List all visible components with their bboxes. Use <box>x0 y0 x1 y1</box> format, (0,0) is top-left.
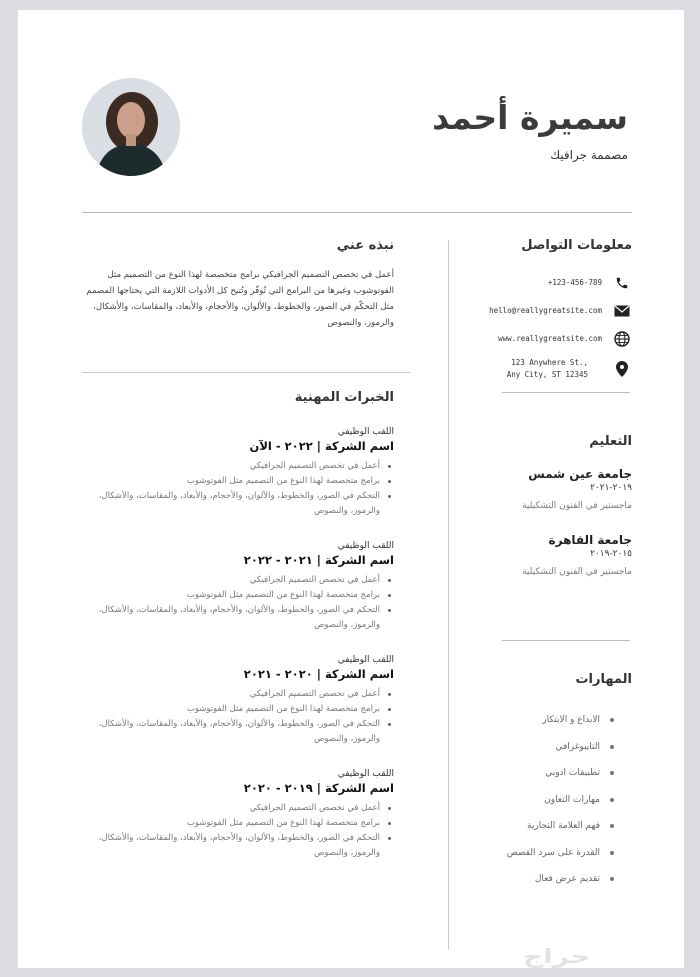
skill-label: فهم العلامة التجارية <box>527 821 600 832</box>
job-bullet: التحكم في الصور، والخطوط، والألوان، والأحجام، والأبعاد، والمقاسات، والأشكال، والرموز، والنصوص <box>76 717 380 747</box>
job-bullet: برامج متخصصة لهذا النوع من التصميم مثل الفوتوشوب <box>76 588 380 603</box>
bullet-dot <box>610 771 614 775</box>
person-role: مصممة جرافيك <box>550 148 628 162</box>
job-title: اللقب الوظيفي <box>337 655 394 665</box>
education-section <box>454 434 632 577</box>
experience-item <box>76 541 394 633</box>
sidebar-divider-2 <box>502 640 630 641</box>
education-years: ٢٠١٩-٢٠٢١ <box>590 483 632 493</box>
skill-label: مهارات التعاون <box>544 794 600 805</box>
skill-item <box>454 813 632 840</box>
skill-label: التايبوغرافي <box>555 741 600 752</box>
phone-icon <box>612 273 632 293</box>
skills-section <box>454 672 632 893</box>
job-bullet: برامج متخصصة لهذا النوع من التصميم مثل الفوتوشوب <box>76 816 380 831</box>
address-text <box>454 357 602 381</box>
skill-item <box>454 787 632 814</box>
globe-icon <box>612 329 632 349</box>
skill-label: تقديم عرض فعال <box>534 874 600 885</box>
skill-label: تطبيقات ادوبي <box>545 768 600 779</box>
avatar <box>82 78 180 176</box>
address-line-2: Any City, ST 12345 <box>506 370 588 379</box>
job-bullet: أعمل في تخصص التصميم الجرافيكي <box>76 801 380 816</box>
location-pin-icon <box>612 359 632 379</box>
job-bullet: برامج متخصصة لهذا النوع من التصميم مثل الفوتوشوب <box>76 702 380 717</box>
job-title: اللقب الوظيفي <box>337 541 394 551</box>
job-bullet: التحكم في الصور، والخطوط، والألوان، والأحجام، والأبعاد، والمقاسات، والأشكال، والرموز، والنصوص <box>76 603 380 633</box>
experience-item <box>76 427 394 519</box>
job-bullet: التحكم في الصور، والخطوط، والألوان، والأحجام، والأبعاد، والمقاسات، والأشكال، والرموز، والنصوص <box>76 489 380 519</box>
column-divider <box>448 240 449 950</box>
job-bullets <box>76 459 394 519</box>
contact-title: معلومات التواصل <box>521 238 632 253</box>
skill-item <box>454 866 632 893</box>
main-divider <box>82 372 410 373</box>
job-bullet: أعمل في تخصص التصميم الجرافيكي <box>76 459 380 474</box>
job-company: اسم الشركة | ٢٠١٩ - ٢٠٢٠ <box>243 781 394 795</box>
experience-item <box>76 655 394 747</box>
job-bullets <box>76 573 394 633</box>
sidebar-divider-1 <box>502 392 630 393</box>
address-line-1: 123 Anywhere St., <box>511 358 588 367</box>
job-bullet: التحكم في الصور، والخطوط، والألوان، والأحجام، والأبعاد، والمقاسات، والأشكال، والرموز، والنصوص <box>76 831 380 861</box>
contact-phone <box>454 273 632 293</box>
job-bullet: أعمل في تخصص التصميم الجرافيكي <box>76 687 380 702</box>
about-section <box>76 238 394 331</box>
skill-item <box>454 734 632 761</box>
job-bullets <box>76 687 394 747</box>
education-degree: ماجستير في الفنون التشكيلية <box>522 567 632 577</box>
resume-page <box>18 10 684 968</box>
skill-item <box>454 840 632 867</box>
about-text: أعمل في تخصص التصميم الجرافيكي برامج متخصصة لهذا النوع من التصميم مثل الفوتوشوب وغيرها من البرامج التي تُوفّر وتُتيح كل الأدوات اللازمة التي يحتاجها المصمم مثل التحكّم في الصور، والخطوط، والألوان، والأحجام، والأبعاد، والمقاسات، والأشكال، والرموز، والنصوص <box>86 270 394 328</box>
contact-section <box>454 238 632 389</box>
watermark-logo: حراج <box>523 944 591 969</box>
bullet-dot <box>610 851 614 855</box>
job-title: اللقب الوظيفي <box>337 427 394 437</box>
job-title: اللقب الوظيفي <box>337 769 394 779</box>
skill-label: القدرة على سرد القصص <box>506 847 600 858</box>
envelope-icon <box>612 301 632 321</box>
education-item <box>454 467 632 511</box>
experience-title: الخبرات المهنية <box>294 390 394 405</box>
bullet-dot <box>610 718 614 722</box>
person-name: سميرة أحمد <box>432 98 628 137</box>
header-divider <box>82 212 632 213</box>
contact-website <box>454 329 632 349</box>
education-degree: ماجستير في الفنون التشكيلية <box>522 501 632 511</box>
bullet-dot <box>610 745 614 749</box>
education-school: جامعة عين شمس <box>528 467 632 481</box>
email-text[interactable]: hello@reallygreatsite.com <box>489 306 602 315</box>
avatar-photo <box>82 78 180 176</box>
bullet-dot <box>610 798 614 802</box>
skills-title: المهارات <box>575 672 632 687</box>
phone-text: +123-456-789 <box>547 278 602 287</box>
about-title: نبذه عني <box>336 238 394 253</box>
skill-item <box>454 760 632 787</box>
job-bullet: برامج متخصصة لهذا النوع من التصميم مثل الفوتوشوب <box>76 474 380 489</box>
experience-item <box>76 769 394 861</box>
bullet-dot <box>610 877 614 881</box>
education-school: جامعة القاهرة <box>548 533 632 547</box>
education-title: التعليم <box>589 434 632 449</box>
skills-list <box>454 707 632 893</box>
job-bullet: أعمل في تخصص التصميم الجرافيكي <box>76 573 380 588</box>
education-item <box>454 533 632 577</box>
education-years: ٢٠١٥-٢٠١٩ <box>590 549 632 559</box>
website-text[interactable]: www.reallygreatsite.com <box>498 334 602 343</box>
job-bullets <box>76 801 394 861</box>
skill-label: الابداع و الابتكار <box>542 715 600 726</box>
contact-address <box>454 357 632 381</box>
job-company: اسم الشركة | ٢٠٢٢ - الآن <box>249 439 394 453</box>
job-company: اسم الشركة | ٢٠٢٠ - ٢٠٢١ <box>243 667 394 681</box>
contact-email <box>454 301 632 321</box>
bullet-dot <box>610 824 614 828</box>
job-company: اسم الشركة | ٢٠٢١ - ٢٠٢٢ <box>243 553 394 567</box>
skill-item <box>454 707 632 734</box>
experience-section <box>76 390 394 861</box>
